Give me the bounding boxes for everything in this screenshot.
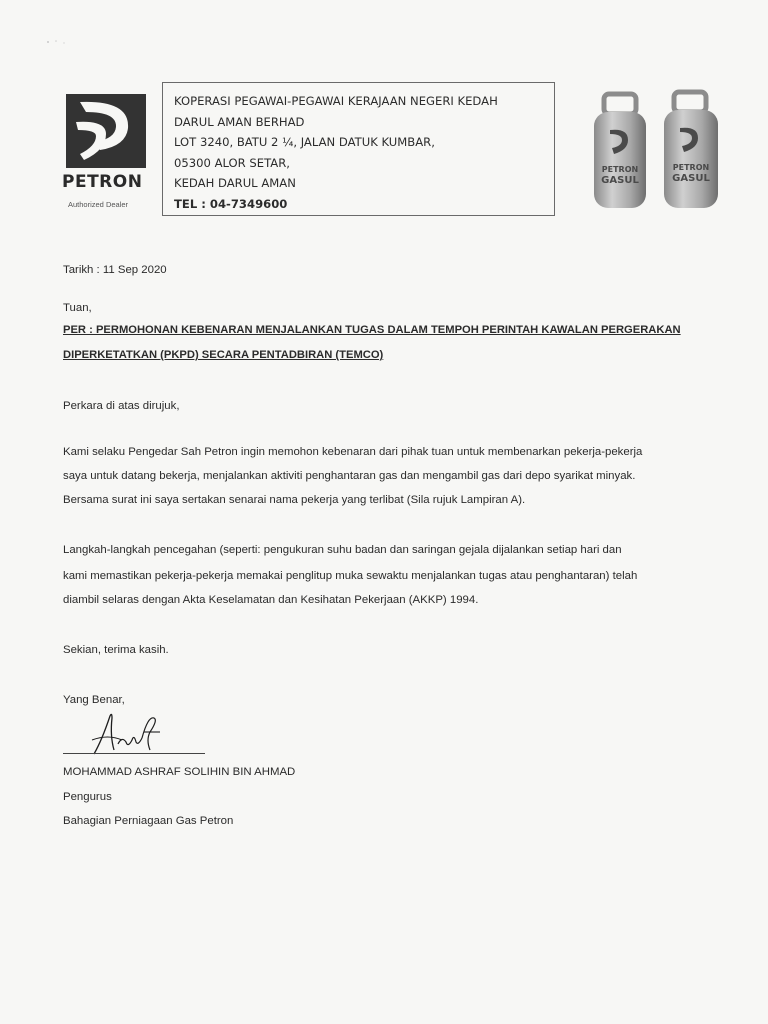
salutation: Tuan, bbox=[63, 302, 92, 314]
paragraph-1-line: Kami selaku Pengedar Sah Petron ingin memohon kebenaran dari pihak tuan untuk membenarkan pekerja-pekerja bbox=[63, 446, 643, 458]
scan-speck bbox=[42, 38, 82, 46]
signatory-name: MOHAMMAD ASHRAF SOLIHIN BIN AHMAD bbox=[63, 766, 296, 778]
closing-line: Sekian, terima kasih. bbox=[63, 644, 169, 656]
paragraph-1-line: Bersama surat ini saya sertakan senarai nama pekerja yang terlibat (Sila rujuk Lampiran A). bbox=[63, 494, 526, 506]
subject-line: PER : PERMOHONAN KEBENARAN MENJALANKAN TUGAS DALAM TEMPOH PERINTAH KAWALAN PERGERAKAN bbox=[63, 324, 681, 336]
paragraph-2-line: kami memastikan pekerja-pekerja memakai penglitup muka sewaktu menjalankan tugas atau penghantaran) telah bbox=[63, 570, 638, 582]
cylinder-right-icon bbox=[664, 92, 718, 208]
address-line: KOPERASI PEGAWAI-PEGAWAI KERAJAAN NEGERI KEDAH bbox=[174, 94, 498, 108]
cylinder-product: GASUL bbox=[672, 173, 710, 184]
signatory-department: Bahagian Perniagaan Gas Petron bbox=[63, 815, 234, 827]
cylinder-brand: PETRON bbox=[601, 165, 639, 174]
address-line: 05300 ALOR SETAR, bbox=[174, 155, 290, 170]
letter-date: Tarikh : 11 Sep 2020 bbox=[63, 264, 167, 276]
subject-line: DIPERKETATKAN (PKPD) SECARA PENTADBIRAN (TEMCO) bbox=[63, 349, 384, 361]
paragraph-1-line: saya untuk datang bekerja, menjalankan aktiviti penghantaran gas dan mengambil gas dari depo syarikat minyak. bbox=[63, 470, 636, 482]
logo-subtitle: Authorized Dealer bbox=[68, 200, 129, 209]
cylinder-brand: PETRON bbox=[672, 163, 710, 172]
cylinder-product: GASUL bbox=[601, 175, 639, 186]
signatory-title: Pengurus bbox=[63, 791, 112, 803]
signature-line bbox=[63, 753, 205, 754]
paragraph-2-line: Langkah-langkah pencegahan (seperti: pengukuran suhu badan dan saringan gejala dijalankan setiap hari dan bbox=[63, 544, 622, 556]
petron-logo bbox=[62, 94, 152, 214]
address-line: DARUL AMAN BERHAD bbox=[174, 114, 305, 129]
reference-line: Perkara di atas dirujuk, bbox=[63, 400, 180, 412]
address-line: KEDAH DARUL AMAN bbox=[174, 176, 296, 190]
cylinder-left-icon bbox=[594, 94, 646, 208]
gas-cylinders-image bbox=[588, 88, 724, 214]
address-phone: TEL : 04-7349600 bbox=[174, 196, 288, 211]
petron-logo-mark-icon bbox=[66, 94, 146, 168]
address-line: LOT 3240, BATU 2 ¼, JALAN DATUK KUMBAR, bbox=[174, 135, 435, 149]
logo-name: PETRON bbox=[62, 172, 143, 192]
sign-off: Yang Benar, bbox=[63, 694, 125, 706]
paragraph-2-line: diambil selaras dengan Akta Keselamatan dan Kesihatan Pekerjaan (AKKP) 1994. bbox=[63, 594, 479, 606]
address-box bbox=[162, 82, 555, 216]
